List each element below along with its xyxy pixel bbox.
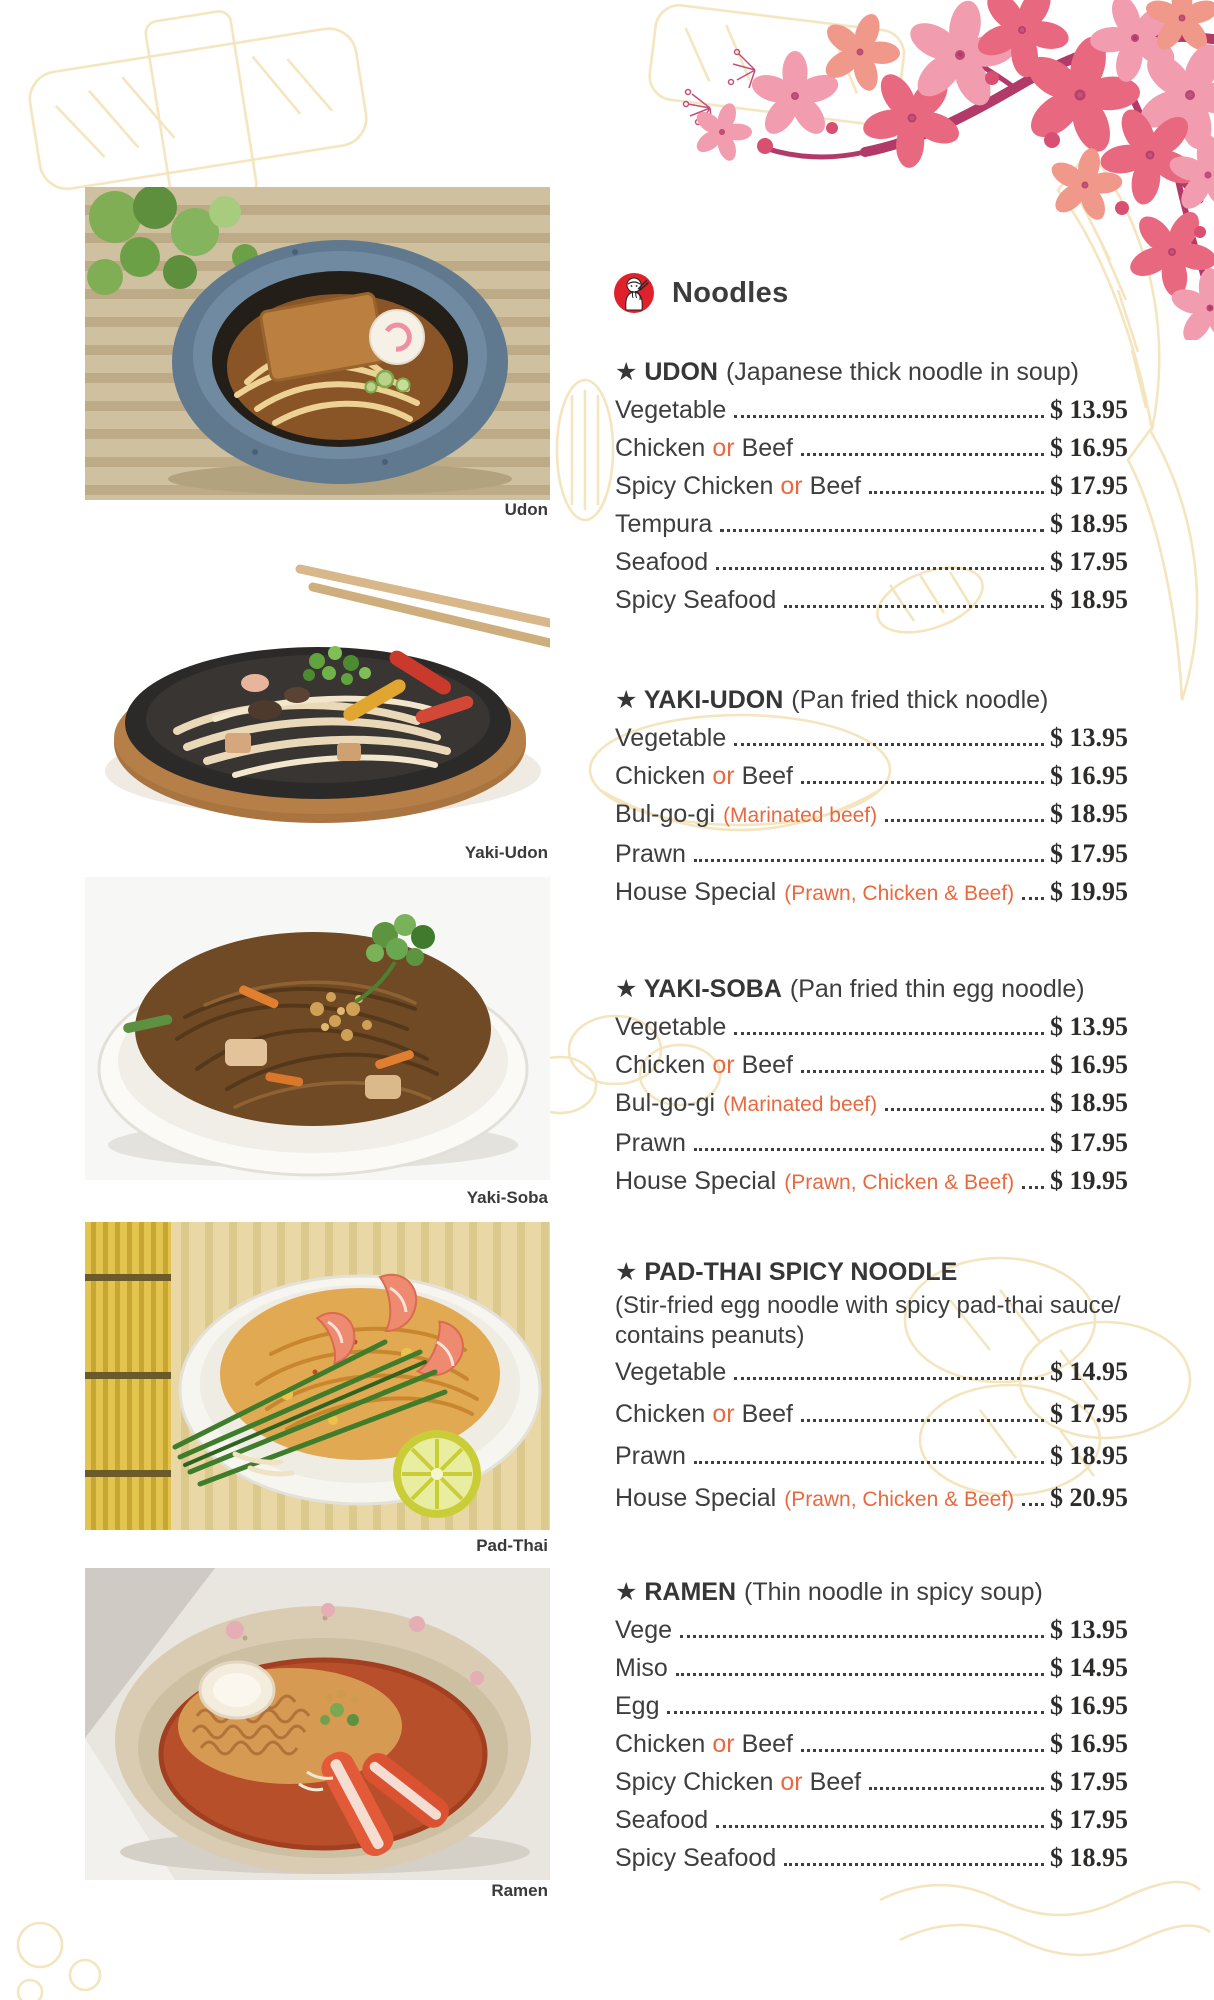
dotted-leader (676, 1673, 1044, 1676)
menu-item-row: Vege $ 13.95 (615, 1611, 1128, 1649)
price: $ 13.95 (1050, 1615, 1128, 1644)
dotted-leader (716, 567, 1044, 570)
price: $ 13.95 (1050, 395, 1128, 424)
dotted-leader (734, 415, 1044, 418)
photo-ramen (85, 1568, 550, 1880)
price: $ 19.95 (1050, 1166, 1128, 1195)
photo-caption-yaki-soba: Yaki-Soba (466, 1188, 548, 1207)
price: $ 17.95 (1050, 1767, 1128, 1796)
section-yaki-udon (615, 684, 1128, 913)
menu-item-row: Chicken or Beef $ 16.95 (615, 429, 1128, 467)
menu-item-row: Vegetable $ 13.95 (615, 719, 1128, 757)
menu-item-row: Bul-go-gi (Marinated beef) $ 18.95 (615, 795, 1128, 835)
dotted-leader (1022, 1503, 1044, 1506)
price: $ 18.95 (1050, 1088, 1128, 1117)
dotted-leader (694, 1148, 1044, 1151)
menu-item-row: House Special (Prawn, Chicken & Beef) $ 19.95 (615, 873, 1128, 913)
menu-item-row: Chicken or Beef $ 16.95 (615, 1046, 1128, 1084)
menu-item-row: Prawn $ 17.95 (615, 1124, 1128, 1162)
price: $ 18.95 (1050, 799, 1128, 828)
menu-section-title: Noodles (672, 276, 789, 309)
menu-item-row: Miso $ 14.95 (615, 1649, 1128, 1687)
dotted-leader (734, 1377, 1044, 1380)
price: $ 13.95 (1050, 723, 1128, 752)
menu-item-row: House Special (Prawn, Chicken & Beef) $ 20.95 (615, 1477, 1128, 1520)
photo-caption-yaki-udon: Yaki-Udon (464, 843, 548, 862)
dotted-leader (694, 859, 1044, 862)
menu-item-row: Vegetable $ 14.95 (615, 1351, 1128, 1393)
dotted-leader (734, 743, 1044, 746)
menu-item-row: Chicken or Beef $ 17.95 (615, 1393, 1128, 1435)
menu-item-row: Tempura $ 18.95 (615, 505, 1128, 543)
dotted-leader (680, 1635, 1044, 1638)
price: $ 16.95 (1050, 1050, 1128, 1079)
section-ramen (615, 1576, 1128, 1877)
price: $ 18.95 (1050, 1441, 1128, 1470)
price: $ 17.95 (1050, 547, 1128, 576)
menu-header (613, 272, 789, 314)
price: $ 17.95 (1050, 839, 1128, 868)
price: $ 17.95 (1050, 1805, 1128, 1834)
dotted-leader (869, 1787, 1044, 1790)
menu-item-row: Seafood $ 17.95 (615, 543, 1128, 581)
menu-item-row: Bul-go-gi (Marinated beef) $ 18.95 (615, 1084, 1128, 1124)
price: $ 16.95 (1050, 761, 1128, 790)
price: $ 16.95 (1050, 433, 1128, 462)
menu-item-row: Spicy Chicken or Beef $ 17.95 (615, 467, 1128, 505)
photo-pad-thai (85, 1222, 550, 1530)
dotted-leader (801, 1419, 1044, 1422)
dotted-leader (869, 491, 1044, 494)
price: $ 14.95 (1050, 1653, 1128, 1682)
section-description: contains peanuts) (615, 1322, 805, 1349)
menu-item-row: Spicy Chicken or Beef $ 17.95 (615, 1763, 1128, 1801)
noodle-eater-icon (613, 272, 655, 314)
menu-item-row: Chicken or Beef $ 16.95 (615, 757, 1128, 795)
dotted-leader (734, 1032, 1044, 1035)
section-description: (Stir-fried egg noodle with spicy pad-thai sauce/ (615, 1292, 1121, 1319)
dotted-leader (784, 605, 1044, 608)
menu-item-row: Egg $ 16.95 (615, 1687, 1128, 1725)
section-title-pad-thai: ★ PAD-THAI SPICY NOODLE (615, 1258, 958, 1286)
photo-caption-ramen: Ramen (491, 1881, 548, 1900)
menu-item-row: Prawn $ 18.95 (615, 1435, 1128, 1477)
section-title-udon: ★ UDON (Japanese thick noodle in soup) (615, 358, 1079, 386)
dotted-leader (801, 781, 1044, 784)
menu-item-row: House Special (Prawn, Chicken & Beef) $ 19.95 (615, 1162, 1128, 1202)
section-title-yaki-soba: ★ YAKI-SOBA (Pan fried thin egg noodle) (615, 975, 1085, 1003)
photo-caption-pad-thai: Pad-Thai (476, 1536, 548, 1555)
price: $ 16.95 (1050, 1729, 1128, 1758)
photo-caption-udon: Udon (504, 500, 548, 519)
menu-item-row: Vegetable $ 13.95 (615, 1008, 1128, 1046)
menu-item-row: Spicy Seafood $ 18.95 (615, 581, 1128, 619)
price: $ 20.95 (1050, 1483, 1128, 1512)
dotted-leader (667, 1711, 1044, 1714)
menu-item-row: Spicy Seafood $ 18.95 (615, 1839, 1128, 1877)
dotted-leader (801, 453, 1044, 456)
section-title-yaki-udon: ★ YAKI-UDON (Pan fried thick noodle) (615, 686, 1049, 714)
photo-yaki-soba (85, 877, 550, 1180)
section-udon (615, 356, 1128, 619)
price: $ 17.95 (1050, 471, 1128, 500)
menu-item-row: Chicken or Beef $ 16.95 (615, 1725, 1128, 1763)
dotted-leader (1022, 1186, 1044, 1189)
price: $ 14.95 (1050, 1357, 1128, 1386)
dotted-leader (801, 1749, 1044, 1752)
price: $ 18.95 (1050, 509, 1128, 538)
dotted-leader (716, 1825, 1044, 1828)
section-title-ramen: ★ RAMEN (Thin noodle in spicy soup) (615, 1578, 1043, 1606)
price: $ 13.95 (1050, 1012, 1128, 1041)
section-pad-thai (615, 1256, 1128, 1520)
dotted-leader (801, 1070, 1044, 1073)
dotted-leader (694, 1461, 1044, 1464)
price: $ 16.95 (1050, 1691, 1128, 1720)
price: $ 19.95 (1050, 877, 1128, 906)
dotted-leader (885, 1108, 1044, 1111)
photo-udon (85, 187, 550, 500)
dotted-leader (720, 529, 1044, 532)
menu-item-row: Seafood $ 17.95 (615, 1801, 1128, 1839)
menu-item-row: Prawn $ 17.95 (615, 835, 1128, 873)
photo-yaki-udon (85, 533, 550, 838)
menu-item-row: Vegetable $ 13.95 (615, 391, 1128, 429)
dotted-leader (1022, 897, 1044, 900)
price: $ 17.95 (1050, 1128, 1128, 1157)
dotted-leader (885, 819, 1044, 822)
section-yaki-soba (615, 973, 1128, 1202)
price: $ 17.95 (1050, 1399, 1128, 1428)
dotted-leader (784, 1863, 1044, 1866)
price: $ 18.95 (1050, 585, 1128, 614)
price: $ 18.95 (1050, 1843, 1128, 1872)
